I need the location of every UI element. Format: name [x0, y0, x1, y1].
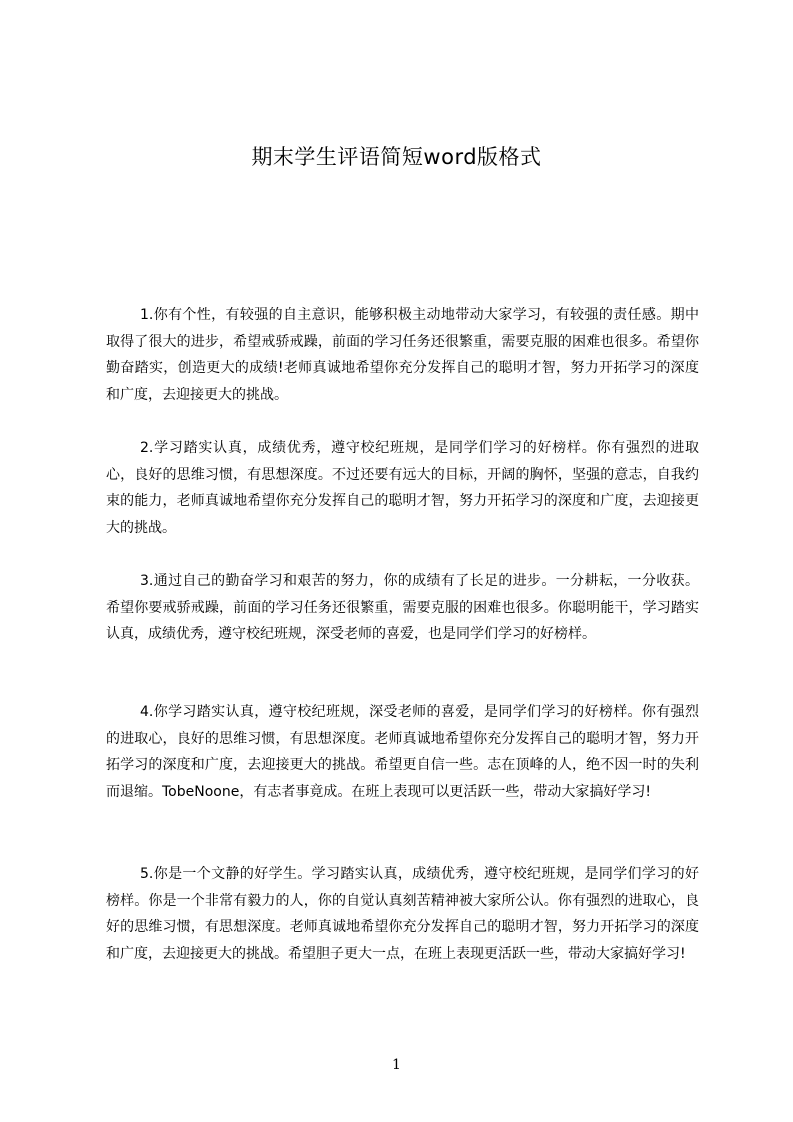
- comment-paragraph-2: 2.学习踏实认真，成绩优秀，遵守校纪班规，是同学们学习的好榜样。你有强烈的进取心，良好的思维习惯，有思想深度。不过还要有远大的目标，开阔的胸怀，坚强的意志，自我约束的能力，老师真诚地希望你充分发挥自己的聪明才智，努力开拓学习的深度和广度，去迎接更大的挑战。: [106, 440, 699, 536]
- comment-paragraph-1: 1.你有个性，有较强的自主意识，能够积极主动地带动大家学习，有较强的责任感。期中取得了很大的进步，希望戒骄戒躁，前面的学习任务还很繁重，需要克服的困难也很多。希望你勤奋踏实，创造更大的成绩!老师真诚地希望你充分发挥自己的聪明才智，努力开拓学习的深度和广度，去迎接更大的挑战。: [106, 307, 699, 403]
- comment-paragraph-5: 5.你是一个文静的好学生。学习踏实认真，成绩优秀，遵守校纪班规，是同学们学习的好榜样。你是一个非常有毅力的人，你的自觉认真刻苦精神被大家所公认。你有强烈的进取心，良好的思维习惯，有思想深度。老师真诚地希望你充分发挥自己的聪明才智，努力开拓学习的深度和广度，去迎接更大的挑战。希望胆子更大一点，在班上表现更活跃一些，带动大家搞好学习!: [106, 866, 699, 962]
- document-title: 期末学生评语简短word版格式: [251, 145, 542, 169]
- page-number: 1: [392, 1057, 401, 1073]
- comment-paragraph-3: 3.通过自己的勤奋学习和艰苦的努力，你的成绩有了长足的进步。一分耕耘，一分收获。希望你要戒骄戒躁，前面的学习任务还很繁重，需要克服的困难也很多。你聪明能干，学习踏实认真，成绩优秀，遵守校纪班规，深受老师的喜爱，也是同学们学习的好榜样。: [106, 573, 699, 642]
- comment-paragraph-4: 4.你学习踏实认真，遵守校纪班规，深受老师的喜爱，是同学们学习的好榜样。你有强烈的进取心，良好的思维习惯，有思想深度。老师真诚地希望你充分发挥自己的聪明才智，努力开拓学习的深度和广度，去迎接更大的挑战。希望更自信一些。志在顶峰的人，绝不因一时的失利而退缩。TobeNoone，有志者事竟成。在班上表现可以更活跃一些，带动大家搞好学习!: [106, 704, 699, 800]
